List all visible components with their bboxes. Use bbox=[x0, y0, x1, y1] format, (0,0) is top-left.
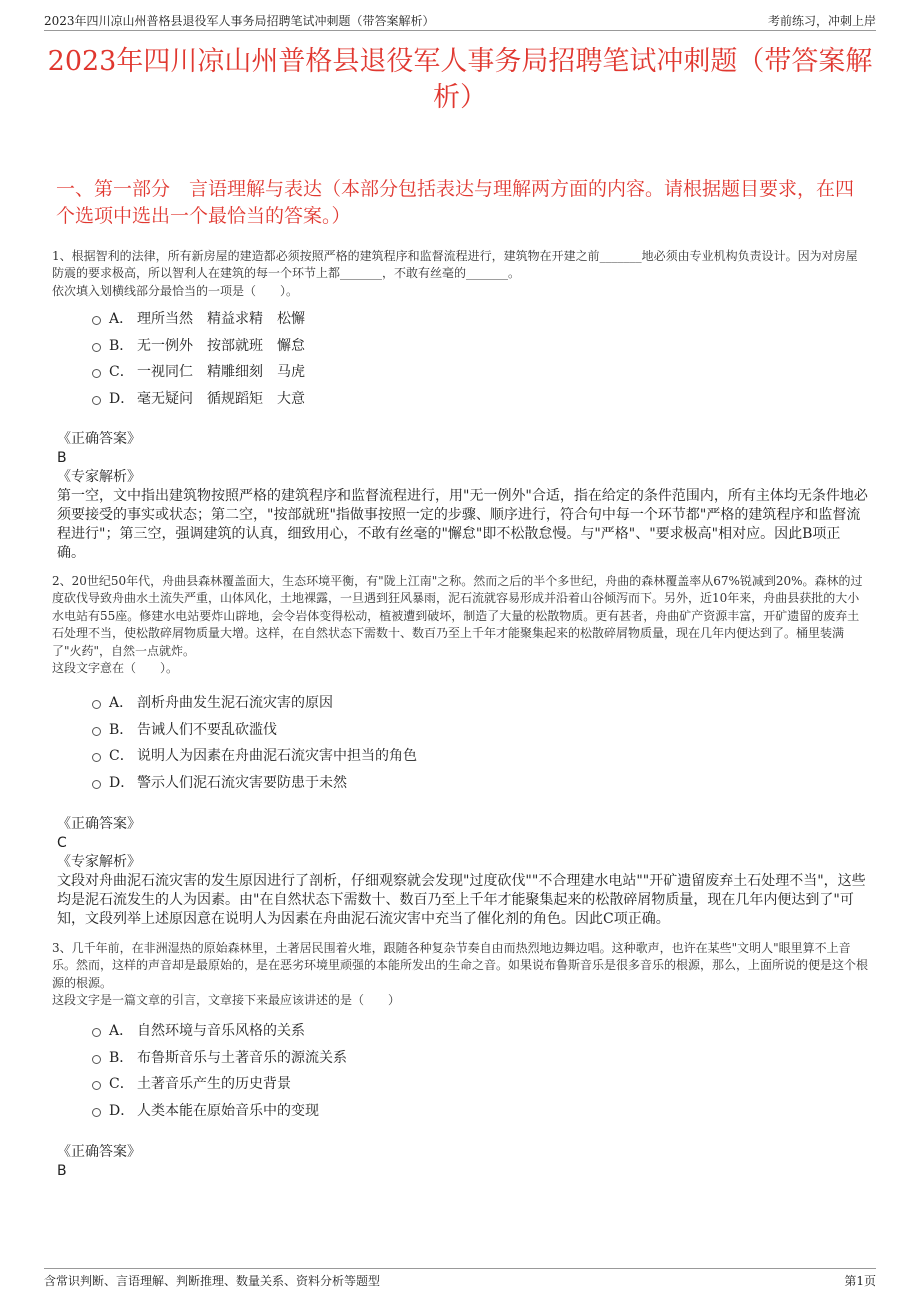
page-header bbox=[44, 12, 876, 31]
option-2a[interactable]: A． 剖析舟曲发生泥石流灾害的原因 bbox=[92, 689, 417, 716]
page-title: 2023年四川凉山州普格县退役军人事务局招聘笔试冲刺题（带答案解析） bbox=[47, 46, 873, 113]
section-heading: 一、第一部分 言语理解与表达（本部分包括表达与理解两方面的内容。请根据题目要求，在四个选项中选出一个最恰当的答案。） bbox=[56, 178, 855, 227]
question-2-answer-block bbox=[57, 815, 868, 929]
question-2-stem bbox=[52, 573, 868, 677]
radio-icon[interactable] bbox=[92, 1055, 101, 1064]
option-1a[interactable]: A． 理所当然 精益求精 松懈 bbox=[92, 305, 305, 332]
option-3a[interactable]: A． 自然环境与音乐风格的关系 bbox=[92, 1017, 347, 1044]
question-3-prompt: 这段文字是一篇文章的引言，文章接下来最应该讲述的是（ ） bbox=[52, 993, 401, 1008]
analysis-label: 《专家解析》 bbox=[57, 854, 141, 870]
header-slogan: 考前练习，冲刺上岸 bbox=[767, 14, 876, 28]
radio-icon[interactable] bbox=[92, 316, 101, 325]
radio-icon[interactable] bbox=[92, 1028, 101, 1037]
correct-answer: B bbox=[57, 450, 67, 466]
footer-topics: 含常识判断、言语理解、判断推理、数量关系、资料分析等题型 bbox=[44, 1274, 381, 1288]
option-3c[interactable]: C． 土著音乐产生的历史背景 bbox=[92, 1070, 347, 1097]
question-1-stem bbox=[52, 248, 868, 300]
radio-icon[interactable] bbox=[92, 700, 101, 709]
radio-icon[interactable] bbox=[92, 343, 101, 352]
option-1c[interactable]: C． 一视同仁 精雕细刻 马虎 bbox=[92, 358, 305, 385]
option-1b[interactable]: B． 无一例外 按部就班 懈怠 bbox=[92, 332, 305, 359]
question-1-prompt: 依次填入划横线部分最恰当的一项是（ ）。 bbox=[52, 283, 299, 298]
question-3-stem bbox=[52, 940, 868, 1010]
option-2d[interactable]: D． 警示人们泥石流灾害要防患于未然 bbox=[92, 769, 417, 796]
question-3-options bbox=[92, 1017, 347, 1123]
question-2-prompt: 这段文字意在（ ）。 bbox=[52, 661, 179, 676]
question-1-options bbox=[92, 305, 305, 411]
radio-icon[interactable] bbox=[92, 727, 101, 736]
question-2-options bbox=[92, 689, 417, 795]
correct-answer: B bbox=[57, 1163, 67, 1179]
option-1d[interactable]: D． 毫无疑问 循规蹈矩 大意 bbox=[92, 385, 305, 412]
answer-label: 《正确答案》 bbox=[57, 431, 141, 447]
question-1-text: 1、根据智利的法律，所有新房屋的建造都必须按照严格的建筑程序和监督流程进行，建筑物在开建之前_______地必须由专业机构负责设计。因为对房屋防震的要求极高，所以智利人在建筑的每一个环节上都_______，不敢有丝毫的_______。 bbox=[52, 249, 858, 281]
radio-icon[interactable] bbox=[92, 1108, 101, 1117]
radio-icon[interactable] bbox=[92, 780, 101, 789]
header-doc-title: 2023年四川凉山州普格县退役军人事务局招聘笔试冲刺题（带答案解析） bbox=[44, 14, 435, 28]
analysis-label: 《专家解析》 bbox=[57, 469, 141, 485]
page-footer bbox=[44, 1268, 876, 1289]
answer-label: 《正确答案》 bbox=[57, 816, 141, 832]
option-2c[interactable]: C． 说明人为因素在舟曲泥石流灾害中担当的角色 bbox=[92, 742, 417, 769]
analysis-text: 第一空，文中指出建筑物按照严格的建筑程序和监督流程进行，用"无一例外"合适，指在给定的条件范围内，所有主体均无条件地必须要接受的事实或状态；第二空，"按部就班"指做事按照一定的步骤、顺序进行，符合句中每一个环节都"严格的建筑程序和监督流程进行"；第三空，强调建筑的认真，细致用心，不敢有丝毫的"懈怠"即不松散怠慢。与"严格"、"要求极高"相对应。因此B项正确。 bbox=[57, 488, 868, 561]
question-3-text: 3、几千年前，在非洲湿热的原始森林里，土著居民围着火堆，跟随各种复杂节奏自由而热烈地边舞边唱。这种歌声，也许在某些"文明人"眼里算不上音乐。然而，这样的声音却是最原始的，是在恶劣环境里顽强的本能所发出的生命之音。如果说布鲁斯音乐是很多音乐的根源，那么，上面所说的便是这个根源的根源。 bbox=[52, 941, 869, 990]
analysis-text: 文段对舟曲泥石流灾害的发生原因进行了剖析，仔细观察就会发现"过度砍伐""不合理建水电站""开矿遗留废弃土石处理不当"，这些均是泥石流发生的人为因素。由"在自然状态下需数十、数百乃至上千年才能聚集起来的松散碎屑物质量，现在几年内便达到了"可知，文段列举上述原因意在说明人为因素在舟曲泥石流灾害中充当了催化剂的角色。因此C项正确。 bbox=[57, 873, 866, 927]
correct-answer: C bbox=[57, 835, 67, 851]
question-2-text: 2、20世纪50年代，舟曲县森林覆盖面大，生态环境平衡，有"陇上江南"之称。然而之后的半个多世纪，舟曲的森林覆盖率从67%锐减到20%。森林的过度砍伐导致舟曲水土流失严重，山体风化，土地裸露，一旦遇到狂风暴雨，泥石流就容易形成并沿着山谷倾泻而下。另外，近10年来，舟曲县获批的大小水电站有55座。修建水电站要炸山辟地，会令岩体变得松动，植被遭到破坏，制造了大量的松散物质。更有甚者，舟曲矿产资源丰富，开矿遗留的废弃土石处理不当，使松散碎屑物质量大增。这样，在自然状态下需数十、数百乃至上千年才能聚集起来的松散碎屑物质量，现在几年内便达到了。桶里装满了"火药"，自然一点就炸。 bbox=[52, 574, 863, 658]
question-3-answer-block bbox=[57, 1143, 868, 1181]
radio-icon[interactable] bbox=[92, 1081, 101, 1090]
radio-icon[interactable] bbox=[92, 369, 101, 378]
option-2b[interactable]: B． 告诫人们不要乱砍滥伐 bbox=[92, 716, 417, 743]
option-3d[interactable]: D． 人类本能在原始音乐中的变现 bbox=[92, 1097, 347, 1124]
option-3b[interactable]: B． 布鲁斯音乐与土著音乐的源流关系 bbox=[92, 1044, 347, 1071]
answer-label: 《正确答案》 bbox=[57, 1144, 141, 1160]
radio-icon[interactable] bbox=[92, 753, 101, 762]
question-1-answer-block bbox=[57, 430, 868, 563]
radio-icon[interactable] bbox=[92, 396, 101, 405]
page-number: 第1页 bbox=[844, 1274, 876, 1288]
